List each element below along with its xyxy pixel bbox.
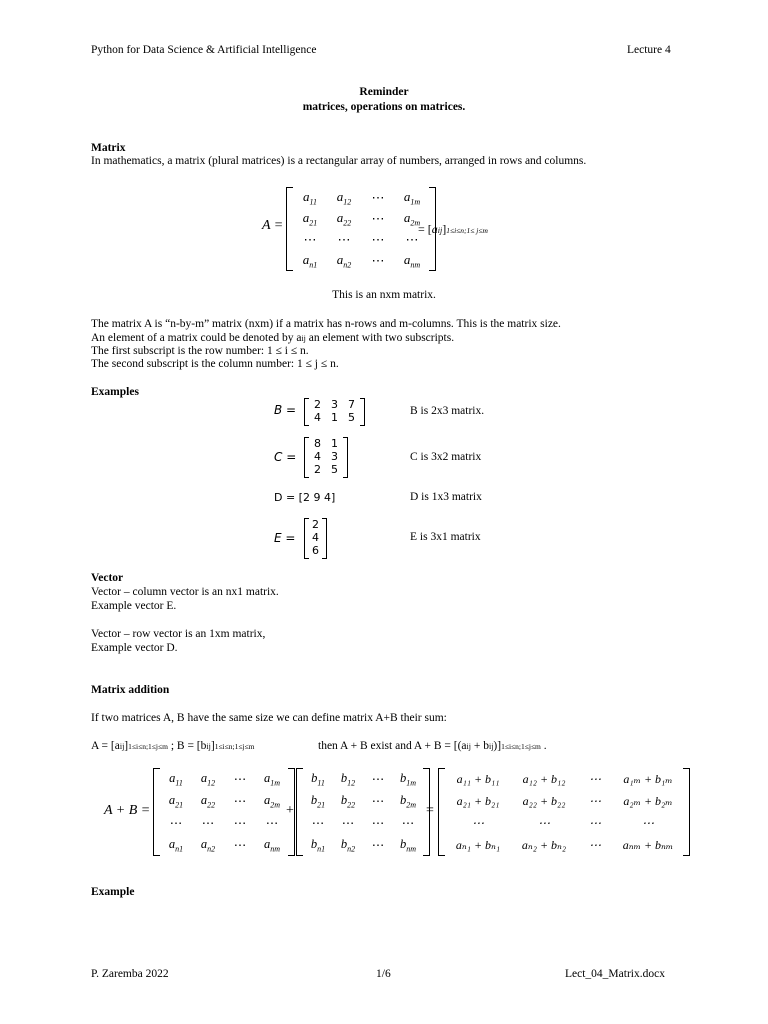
example-c-cell: 4 bbox=[314, 450, 321, 463]
rhs-a: a bbox=[431, 222, 438, 236]
sum-matrix-b-grid bbox=[303, 768, 423, 856]
sum-matrix-a-grid bbox=[160, 768, 288, 856]
sum-matrix-a bbox=[153, 768, 295, 856]
sum-a-cell bbox=[201, 793, 215, 810]
p2-text: An element of a matrix could be denoted by a bbox=[91, 332, 302, 344]
then-sub-2: ij bbox=[488, 742, 494, 751]
matrix-p4: The second subscript is the column number: 1 ≤ j ≤ n. bbox=[91, 358, 339, 370]
sum-b-cell bbox=[372, 837, 385, 853]
sum-b-cell-symbol: b bbox=[399, 770, 407, 785]
example-e-cell: 4 bbox=[312, 531, 319, 544]
sum-b-cell bbox=[372, 771, 385, 787]
then-sub-1: ij bbox=[466, 742, 471, 751]
vector-line-2: Example vector E. bbox=[91, 600, 177, 612]
examples-heading: Examples bbox=[91, 386, 139, 398]
p2-sub: ij bbox=[301, 334, 306, 343]
matrix-a-cell-subscript: 2m bbox=[410, 218, 421, 228]
example-c-cell: 3 bbox=[331, 450, 338, 463]
sum-result-cell: ⋯ bbox=[589, 771, 601, 786]
matrix-a-cell bbox=[372, 253, 385, 269]
header-lecture: Lecture 4 bbox=[627, 44, 671, 56]
sum-result-cell: a₂ₘ + b₂ₘ bbox=[623, 793, 673, 808]
left-bracket bbox=[438, 768, 445, 856]
matrix-a-cell bbox=[372, 190, 385, 206]
matrix-a-cell bbox=[337, 252, 352, 270]
sum-b-cell bbox=[400, 793, 416, 810]
matrix-a-rhs bbox=[418, 222, 488, 237]
matrix-a-cell bbox=[404, 189, 420, 207]
sum-result-cell: a₁ₘ + b₁ₘ bbox=[623, 771, 673, 786]
sum-a-cell-symbol: ⋯ bbox=[233, 816, 247, 830]
sum-b-cell-symbol: b bbox=[340, 836, 348, 851]
sum-a-cell-symbol: a bbox=[168, 792, 176, 807]
left-bracket bbox=[296, 768, 303, 856]
example-b-cell: 7 bbox=[348, 398, 355, 411]
sum-b-cell bbox=[311, 793, 325, 810]
sum-a-cell-symbol: ⋯ bbox=[233, 772, 247, 786]
sum-a-cell-symbol: ⋯ bbox=[233, 838, 247, 852]
sum-b-cell-subscript: n1 bbox=[317, 844, 326, 854]
vector-line-1: Vector – column vector is an nx1 matrix. bbox=[91, 586, 279, 598]
sum-a-cell bbox=[170, 815, 183, 831]
sum-a-cell-symbol: a bbox=[200, 770, 208, 785]
sum-a-cell bbox=[201, 837, 215, 854]
right-bracket bbox=[683, 768, 690, 856]
matrix-a-cell-symbol: a bbox=[403, 188, 411, 204]
sum-b-cell bbox=[400, 771, 416, 788]
def-b-sub: ij bbox=[206, 742, 211, 751]
then-range: 1≤i≤n;1≤j≤m bbox=[501, 742, 541, 751]
addition-heading: Matrix addition bbox=[91, 684, 170, 696]
sum-b-cell-symbol: ⋯ bbox=[371, 838, 385, 852]
matrix-a-cell bbox=[337, 210, 352, 228]
matrix-a-cell bbox=[303, 189, 317, 207]
left-bracket bbox=[153, 768, 160, 856]
matrix-a-cell-subscript: n2 bbox=[343, 260, 352, 270]
sum-a-cell bbox=[234, 815, 247, 831]
matrix-a-cell-symbol: ⋯ bbox=[337, 231, 351, 247]
def-b: ; B = [b bbox=[167, 740, 207, 752]
matrix-a-cell-symbol: ⋯ bbox=[405, 231, 419, 247]
example-b-label: B = bbox=[274, 403, 297, 417]
sum-equals: = bbox=[426, 803, 434, 818]
matrix-a-cell-subscript: 21 bbox=[309, 218, 318, 228]
example-b-cell: 4 bbox=[314, 411, 321, 424]
sum-a-cell bbox=[234, 793, 247, 809]
example-b-grid bbox=[309, 398, 360, 426]
right-bracket bbox=[322, 518, 327, 559]
sum-a-cell bbox=[264, 793, 280, 810]
sum-b-cell-symbol: ⋯ bbox=[401, 816, 415, 830]
matrix-a-cell bbox=[303, 252, 318, 270]
sum-result-cell: ⋯ bbox=[642, 815, 654, 830]
sum-b-cell-symbol: ⋯ bbox=[341, 816, 355, 830]
sum-a-cell-symbol: a bbox=[263, 792, 271, 807]
matrix-caption: This is an nxm matrix. bbox=[332, 289, 436, 301]
then-end: . bbox=[540, 740, 547, 752]
sum-lhs: A + B = bbox=[104, 803, 151, 818]
matrix-a-cell-subscript: n1 bbox=[309, 260, 318, 270]
sum-a-cell-symbol: a bbox=[168, 836, 176, 851]
example-e-grid bbox=[309, 518, 322, 559]
example-b-cell: 2 bbox=[314, 398, 321, 411]
sum-a-cell bbox=[264, 837, 280, 854]
sum-result-cell: aₙ₂ + bₙ₂ bbox=[521, 837, 567, 852]
sum-matrix-b bbox=[296, 768, 430, 856]
footer-author: P. Zaremba 2022 bbox=[91, 968, 169, 980]
sum-a-cell-subscript: nm bbox=[270, 844, 281, 854]
matrix-a-grid bbox=[293, 187, 429, 271]
p2-text-end: an element with two subscripts. bbox=[305, 332, 455, 344]
sum-b-cell-subscript: nm bbox=[406, 844, 417, 854]
rhs-eq: = [ bbox=[418, 222, 432, 236]
matrix-a-cell-symbol: ⋯ bbox=[371, 231, 385, 247]
sum-b-cell-symbol: b bbox=[340, 792, 348, 807]
sum-b-cell-symbol: b bbox=[310, 836, 318, 851]
rhs-close: ] bbox=[442, 222, 447, 236]
sum-a-cell-symbol: ⋯ bbox=[233, 794, 247, 808]
sum-a-cell bbox=[169, 837, 183, 854]
matrix-a-cell-symbol: a bbox=[403, 251, 411, 267]
matrix-a-cell bbox=[303, 210, 318, 228]
right-bracket bbox=[360, 398, 365, 426]
example-c-cell: 2 bbox=[314, 463, 321, 476]
vector-line-4: Example vector D. bbox=[91, 642, 178, 654]
sum-a-cell bbox=[266, 815, 279, 831]
sum-result-cell: ⋯ bbox=[589, 793, 601, 808]
matrix-a-cell-symbol: a bbox=[336, 251, 344, 267]
sum-matrix-result bbox=[438, 768, 690, 856]
sum-result-cell: ⋯ bbox=[589, 837, 601, 852]
sum-b-cell-subscript: 21 bbox=[317, 800, 326, 810]
rhs-range: 1≤i≤n;1≤ j≤m bbox=[446, 226, 488, 235]
then-text: then A + B exist and A + B = [(a bbox=[318, 740, 467, 752]
sum-result-cell: a₂₁ + b₂₁ bbox=[456, 793, 500, 808]
matrix-a-cell bbox=[338, 232, 351, 248]
vector-line-3: Vector – row vector is an 1xm matrix, bbox=[91, 628, 266, 640]
sum-a-cell-symbol: a bbox=[169, 770, 176, 785]
sum-b-cell-symbol: b bbox=[311, 770, 318, 785]
sum-b-cell bbox=[372, 815, 385, 831]
sum-b-cell-symbol: b bbox=[399, 836, 407, 851]
matrix-a-cell-symbol: a bbox=[336, 209, 344, 225]
def-a-close: ] bbox=[124, 740, 129, 752]
sum-a-cell-symbol: ⋯ bbox=[265, 816, 279, 830]
matrix-a-cell-symbol: ⋯ bbox=[371, 210, 385, 226]
def-a-range: 1≤i≤n;1≤j≤m bbox=[128, 742, 168, 751]
sum-b-cell bbox=[312, 815, 325, 831]
sum-b-cell-symbol: b bbox=[310, 792, 318, 807]
sum-a-cell-subscript: 2m bbox=[270, 800, 281, 810]
example-d-label: D = [2 9 4] bbox=[274, 491, 336, 504]
matrix-a-cell bbox=[304, 232, 317, 248]
sum-b-cell-subscript: 2m bbox=[406, 800, 417, 810]
example-c-matrix bbox=[304, 437, 348, 478]
addition-definition bbox=[91, 740, 255, 752]
then-close: )] bbox=[493, 740, 502, 752]
sum-a-cell bbox=[234, 837, 247, 853]
def-a: A = [a bbox=[91, 740, 120, 752]
sum-b-cell-subscript: 12 bbox=[347, 778, 356, 788]
sum-a-cell-subscript: 11 bbox=[175, 778, 183, 788]
matrix-a-lhs: A = bbox=[262, 218, 284, 233]
sum-a-cell-subscript: 12 bbox=[207, 778, 216, 788]
sum-b-cell bbox=[341, 837, 355, 854]
sum-b-cell-symbol: ⋯ bbox=[311, 816, 325, 830]
sum-b-cell-subscript: n2 bbox=[347, 844, 356, 854]
example-e-cell: 2 bbox=[312, 518, 319, 531]
example-c-grid bbox=[309, 437, 343, 478]
sum-b-cell bbox=[402, 815, 415, 831]
sum-a-cell-subscript: n1 bbox=[175, 844, 184, 854]
matrix-a-cell-symbol: ⋯ bbox=[303, 231, 317, 247]
addition-intro: If two matrices A, B have the same size we can define matrix A+B their sum: bbox=[91, 712, 447, 724]
matrix-a-cell-subscript: 22 bbox=[343, 218, 352, 228]
matrix-a-cell bbox=[372, 232, 385, 248]
matrix-a-cell-symbol: a bbox=[302, 209, 310, 225]
matrix-a-cell-symbol: ⋯ bbox=[371, 189, 385, 205]
sum-result-cell: aₙ₁ + bₙ₁ bbox=[455, 837, 501, 852]
sum-a-cell bbox=[169, 793, 183, 810]
sum-a-cell bbox=[234, 771, 247, 787]
example-c-cell: 5 bbox=[331, 463, 338, 476]
matrix-p3: The first subscript is the row number: 1 ≤ i ≤ n. bbox=[91, 345, 309, 357]
vector-heading: Vector bbox=[91, 572, 124, 584]
example-b-matrix bbox=[304, 398, 365, 426]
sum-a-cell bbox=[264, 771, 280, 788]
matrix-a bbox=[286, 187, 436, 271]
sum-b-cell-subscript: 1m bbox=[406, 778, 417, 788]
sum-b-cell-symbol: ⋯ bbox=[371, 772, 385, 786]
rhs-ij: ij bbox=[437, 226, 443, 235]
sum-b-cell-subscript: 11 bbox=[317, 778, 325, 788]
sum-b-cell-symbol: ⋯ bbox=[371, 816, 385, 830]
def-a-sub: ij bbox=[119, 742, 125, 751]
then-mid: + b bbox=[470, 740, 489, 752]
example-b-cell: 1 bbox=[331, 411, 338, 424]
sum-a-cell-subscript: 22 bbox=[207, 800, 216, 810]
sum-a-cell-symbol: ⋯ bbox=[169, 816, 183, 830]
matrix-a-cell-symbol: a bbox=[303, 188, 310, 204]
sum-result-cell: a₁₁ + b₁₁ bbox=[456, 771, 500, 786]
sum-plus: + bbox=[286, 803, 294, 818]
sum-a-cell-subscript: n2 bbox=[207, 844, 216, 854]
def-b-range: 1≤i≤n;1≤j≤m bbox=[214, 742, 255, 751]
sum-a-cell-symbol: a bbox=[200, 836, 208, 851]
sum-result-cell: a₂₂ + b₂₂ bbox=[522, 793, 566, 808]
example-e-matrix bbox=[304, 518, 327, 559]
footer-file: Lect_04_Matrix.docx bbox=[565, 968, 665, 980]
matrix-a-cell-symbol: ⋯ bbox=[371, 252, 385, 268]
matrix-a-cell bbox=[406, 232, 419, 248]
example-e-cell: 6 bbox=[312, 544, 319, 557]
matrix-a-cell-symbol: a bbox=[403, 209, 411, 225]
example-b-cell: 3 bbox=[331, 398, 338, 411]
sum-a-cell bbox=[202, 815, 215, 831]
matrix-intro: In mathematics, a matrix (plural matrices) is a rectangular array of numbers, arranged in rows and columns. bbox=[91, 155, 587, 167]
example-e-label: E = bbox=[274, 531, 296, 545]
sum-b-cell bbox=[342, 815, 355, 831]
example-b-cell: 5 bbox=[348, 411, 355, 424]
def-b-close: ] bbox=[210, 740, 215, 752]
matrix-a-cell bbox=[404, 252, 420, 270]
sum-result-cell: aₙₘ + bₙₘ bbox=[622, 837, 674, 852]
matrix-p1: The matrix A is “n-by-m” matrix (nxm) if a matrix has n-rows and m-columns. This is the matrix size. bbox=[91, 318, 561, 330]
sum-b-cell-symbol: b bbox=[399, 792, 407, 807]
example-c-cell: 8 bbox=[314, 437, 321, 450]
right-bracket bbox=[343, 437, 348, 478]
example-e-desc: E is 3x1 matrix bbox=[410, 531, 481, 543]
example-d-desc: D is 1x3 matrix bbox=[410, 491, 482, 503]
sum-a-cell bbox=[169, 771, 183, 788]
sum-a-cell-subscript: 1m bbox=[270, 778, 281, 788]
matrix-a-cell-symbol: a bbox=[302, 251, 310, 267]
matrix-a-cell bbox=[337, 189, 352, 207]
matrix-a-cell bbox=[372, 211, 385, 227]
sum-a-cell-symbol: a bbox=[200, 792, 208, 807]
sum-a-cell-symbol: a bbox=[263, 770, 271, 785]
matrix-heading: Matrix bbox=[91, 142, 126, 154]
sum-matrix-result-grid bbox=[445, 768, 683, 856]
sum-a-cell-subscript: 21 bbox=[175, 800, 184, 810]
matrix-a-cell-subscript: 12 bbox=[343, 197, 352, 207]
addition-then bbox=[318, 740, 547, 752]
matrix-a-cell-subscript: nm bbox=[410, 260, 421, 270]
sum-result-cell: ⋯ bbox=[538, 815, 550, 830]
title-line-1: Reminder bbox=[359, 86, 409, 98]
sum-b-cell bbox=[372, 793, 385, 809]
matrix-a-cell-symbol: a bbox=[336, 188, 344, 204]
matrix-a-cell-subscript: 1m bbox=[410, 197, 421, 207]
title-line-2: matrices, operations on matrices. bbox=[302, 101, 466, 113]
example-b-desc: B is 2x3 matrix. bbox=[410, 405, 485, 417]
sum-b-cell-symbol: ⋯ bbox=[371, 794, 385, 808]
sum-b-cell bbox=[341, 771, 355, 788]
example-c-cell: 1 bbox=[331, 437, 338, 450]
sum-a-cell bbox=[201, 771, 215, 788]
sum-result-cell: ⋯ bbox=[589, 815, 601, 830]
sum-result-cell: a₁₂ + b₁₂ bbox=[522, 771, 566, 786]
matrix-a-cell-subscript: 11 bbox=[309, 197, 317, 207]
sum-b-cell-symbol: b bbox=[340, 770, 348, 785]
left-bracket bbox=[286, 187, 293, 271]
sum-b-cell-subscript: 22 bbox=[347, 800, 356, 810]
sum-b-cell bbox=[311, 771, 325, 788]
matrix-p2 bbox=[91, 332, 454, 344]
example-heading: Example bbox=[91, 886, 135, 898]
example-c-desc: C is 3x2 matrix bbox=[410, 451, 482, 463]
sum-b-cell bbox=[400, 837, 416, 854]
sum-a-cell-symbol: a bbox=[263, 836, 271, 851]
example-c-label: C = bbox=[274, 450, 297, 464]
sum-result-cell: ⋯ bbox=[472, 815, 484, 830]
sum-b-cell bbox=[341, 793, 355, 810]
footer-page: 1/6 bbox=[376, 968, 391, 980]
sum-b-cell bbox=[311, 837, 325, 854]
sum-a-cell-symbol: ⋯ bbox=[201, 816, 215, 830]
header-course: Python for Data Science & Artificial Intelligence bbox=[91, 44, 317, 56]
